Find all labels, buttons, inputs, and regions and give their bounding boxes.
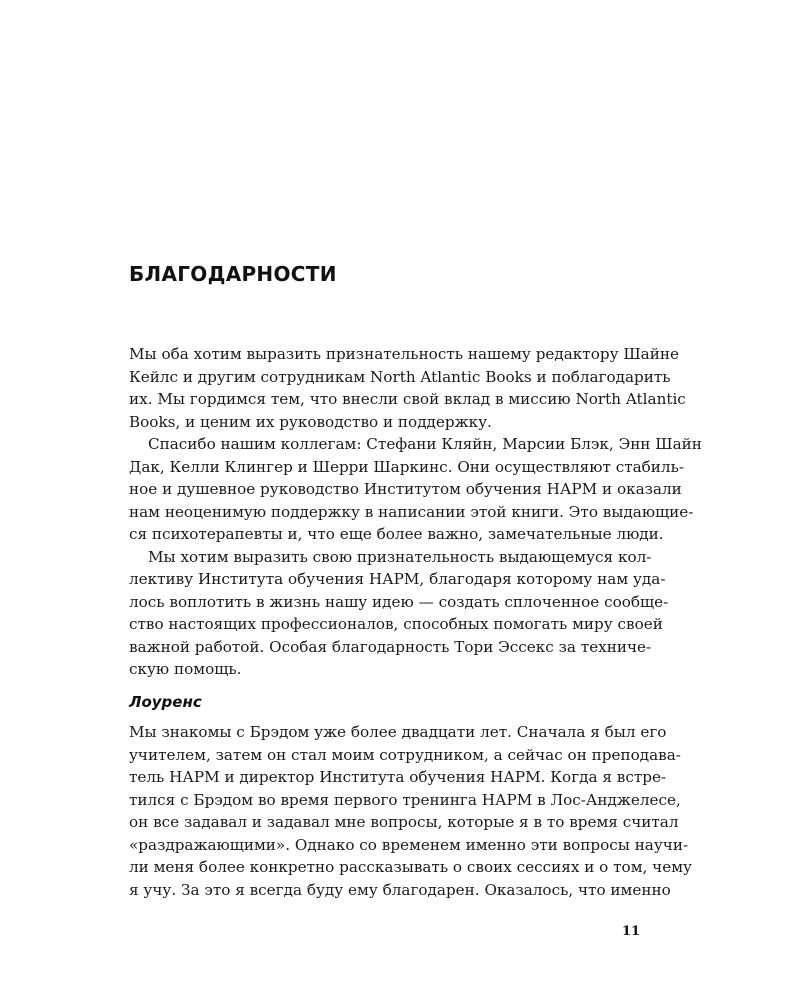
text-line: тель НАРМ и директор Института обучения НАРМ. Когда я встре- xyxy=(129,768,667,786)
text-line: Мы хотим выразить свою признательность выдающемуся кол- xyxy=(148,547,652,566)
text-line: он все задавал и задавал мне вопросы, которые я в то время считал xyxy=(129,813,679,831)
text-line: ся психотерапевты и, что еще более важно, замечательные люди. xyxy=(129,525,664,543)
text-line: Books, и ценим их руководство и поддержку. xyxy=(129,412,492,431)
text-line: ное и душевное руководство Институтом обучения НАРМ и оказали xyxy=(129,480,682,498)
text-line: тился с Брэдом во время первого тренинга НАРМ в Лос-Анджелесе, xyxy=(129,790,681,809)
text-line: ли меня более конкретно рассказывать о своих сессиях и о том, чему xyxy=(129,858,692,876)
text-line: ство настоящих профессионалов, способных помогать миру своей xyxy=(129,615,663,633)
lawrence-text xyxy=(129,721,692,901)
text-line: Мы знакомы с Брэдом уже более двадцати лет. Сначала я был его xyxy=(129,723,667,741)
text-line: учителем, затем он стал моим сотрудником, а сейчас он преподава- xyxy=(129,745,681,764)
section-subheading: Лоуренс xyxy=(129,693,202,711)
page-number: 11 xyxy=(622,924,641,939)
chapter-heading: БЛАГОДАРНОСТИ xyxy=(129,262,337,286)
text-line: важной работой. Особая благодарность Тори Эссекс за техниче- xyxy=(129,637,652,656)
text-line: нам неоценимую поддержку в написании этой книги. Это выдающие- xyxy=(129,502,694,521)
text-line: Мы оба хотим выразить признательность нашему редактору Шайне xyxy=(129,345,679,363)
text-line: их. Мы гордимся тем, что внесли свой вклад в миссию North Atlantic xyxy=(129,390,686,408)
text-line: лективу Института обучения НАРМ, благодаря которому нам уда- xyxy=(129,570,666,588)
text-line: лось воплотить в жизнь нашу идею — создать сплоченное сообще- xyxy=(129,592,669,611)
text-line: я учу. За это я всегда буду ему благодарен. Оказалось, что именно xyxy=(129,880,671,899)
text-line: Кейлс и другим сотрудникам North Atlantic Books и поблагодарить xyxy=(129,367,671,386)
text-line: Спасибо нашим коллегам: Стефани Кляйн, Марсии Блэк, Энн Шайн xyxy=(148,435,702,453)
text-line: скую помощь. xyxy=(129,660,242,678)
intro-text xyxy=(129,343,702,681)
text-line: «раздражающими». Однако со временем именно эти вопросы научи- xyxy=(129,835,689,854)
text-line: Дак, Келли Клингер и Шерри Шаркинс. Они осуществляют стабиль- xyxy=(129,457,684,476)
